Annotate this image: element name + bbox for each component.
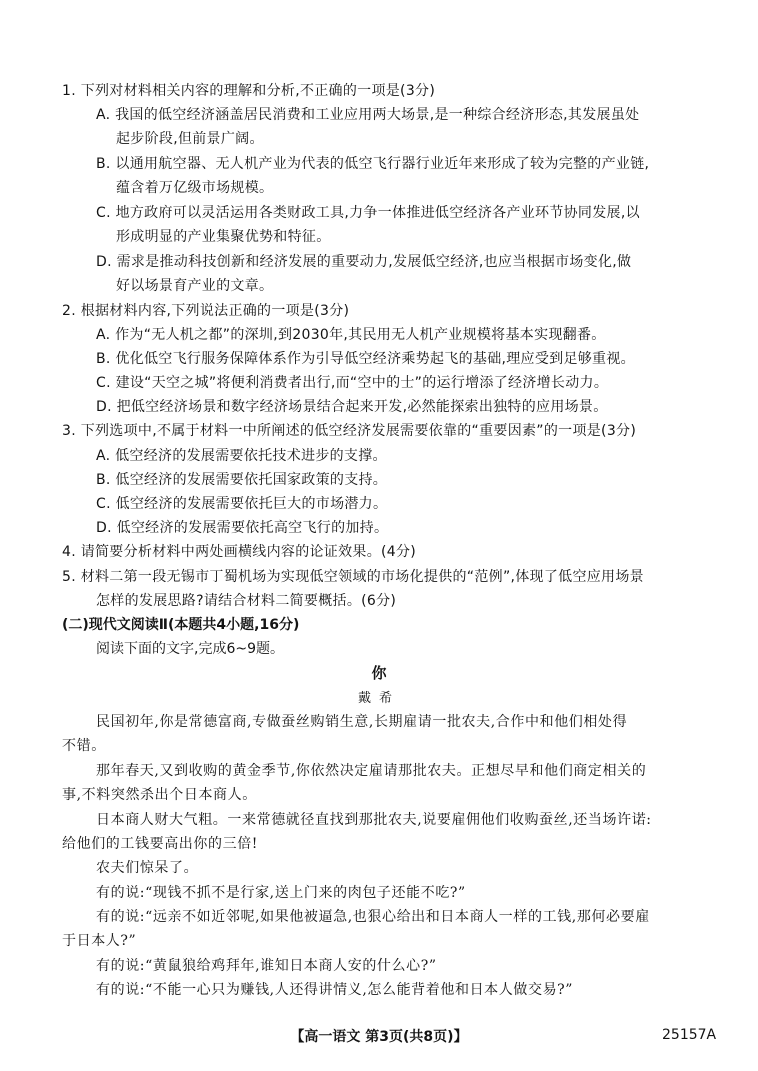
story-paragraph-3: 日本商人财大气粗。一来常德就径直找到那批农夫,说要雇佣他们收购蚕丝,还当场许诺: — [96, 812, 652, 828]
question-2-option-a: A. 作为“无人机之都”的深圳,到2030年,其民用无人机产业规模将基本实现翻番。 — [96, 327, 606, 343]
question-4-stem: 4. 请简要分析材料中两处画横线内容的论证效果。(4分) — [62, 544, 417, 560]
story-paragraph-6: 有的说:“远亲不如近邻呢,如果他被逼急,也狠心给出和日本商人一样的工钱,那何必要雇 — [96, 909, 650, 925]
question-1-option-a: A. 我国的低空经济涵盖居民消费和工业应用两大场景,是一种综合经济形态,其发展虽处 — [96, 107, 640, 123]
question-1-option-b: B. 以通用航空器、无人机产业为代表的低空飞行器行业近年来形成了较为完整的产业链, — [96, 156, 650, 172]
story-author: 戴希 — [357, 691, 400, 706]
question-1-option-a-cont: 起步阶段,但前景广阔。 — [116, 131, 264, 147]
story-title: 你 — [371, 664, 387, 682]
question-3-option-a: A. 低空经济的发展需要依托技术进步的支撑。 — [96, 448, 387, 464]
question-2-option-b: B. 优化低空飞行服务保障体系作为引导低空经济乘势起飞的基础,理应受到足够重视。 — [96, 351, 635, 367]
question-2-option-c: C. 建设“天空之城”将便利消费者出行,而“空中的士”的运行增添了经济增长动力。 — [96, 375, 609, 391]
reading-intro: 阅读下面的文字,完成6~9题。 — [96, 641, 284, 657]
page-footer: 【高一语文 第3页(共8页)】 — [290, 1029, 468, 1045]
story-paragraph-1: 民国初年,你是常德富商,专做蚕丝购销生意,长期雇请一批农夫,合作中和他们相处得 — [96, 714, 628, 730]
question-3-option-c: C. 低空经济的发展需要依托巨大的市场潜力。 — [96, 496, 388, 512]
question-5-stem-cont: 怎样的发展思路?请结合材料二简要概括。(6分) — [96, 593, 397, 609]
story-paragraph-3-cont: 给他们的工钱要高出你的三倍! — [62, 836, 259, 852]
question-2-option-d: D. 把低空经济场景和数字经济场景结合起来开发,必然能探索出独特的应用场景。 — [96, 399, 608, 415]
story-paragraph-2-cont: 事,不料突然杀出个日本商人。 — [62, 787, 257, 803]
story-paragraph-2: 那年春天,又到收购的黄金季节,你依然决定雇请那批农夫。正想尽早和他们商定相关的 — [96, 763, 647, 779]
section-heading: (二)现代文阅读Ⅱ(本题共4小题,16分) — [62, 617, 300, 633]
question-2-stem: 2. 根据材料内容,下列说法正确的一项是(3分) — [62, 303, 350, 319]
question-1-stem: 1. 下列对材料相关内容的理解和分析,不正确的一项是(3分) — [62, 83, 436, 99]
story-paragraph-1-cont: 不错。 — [62, 738, 106, 754]
question-3-option-d: D. 低空经济的发展需要依托高空飞行的加持。 — [96, 520, 389, 536]
question-5-stem: 5. 材料二第一段无锡市丁蜀机场为实现低空领域的市场化提供的“范例”,体现了低空应用场景 — [62, 569, 644, 585]
story-paragraph-4: 农夫们惊呆了。 — [96, 860, 199, 876]
exam-code: 25157A — [662, 1027, 717, 1043]
story-paragraph-7: 有的说:“黄鼠狼给鸡拜年,谁知日本商人安的什么心?” — [96, 958, 437, 974]
question-3-option-b: B. 低空经济的发展需要依托国家政策的支持。 — [96, 472, 388, 488]
story-paragraph-6-cont: 于日本人?” — [62, 933, 137, 949]
story-paragraph-8: 有的说:“不能一心只为赚钱,人还得讲情义,怎么能背着他和日本人做交易?” — [96, 982, 574, 998]
question-1-option-b-cont: 蕴含着万亿级市场规模。 — [116, 180, 274, 196]
question-1-option-c: C. 地方政府可以灵活运用各类财政工具,力争一体推进低空经济各产业环节协同发展,以 — [96, 205, 640, 221]
question-3-stem: 3. 下列选项中,不属于材料一中所阐述的低空经济发展需要依靠的“重要因素”的一项是(3分) — [62, 423, 637, 439]
question-1-option-c-cont: 形成明显的产业集聚优势和特征。 — [116, 229, 331, 245]
question-1-option-d-cont: 好以场景育产业的文章。 — [116, 278, 274, 294]
question-1-option-d: D. 需求是推动科技创新和经济发展的重要动力,发展低空经济,也应当根据市场变化,做 — [96, 254, 632, 270]
story-paragraph-5: 有的说:“现钱不抓不是行家,送上门来的肉包子还能不吃?” — [96, 885, 466, 901]
